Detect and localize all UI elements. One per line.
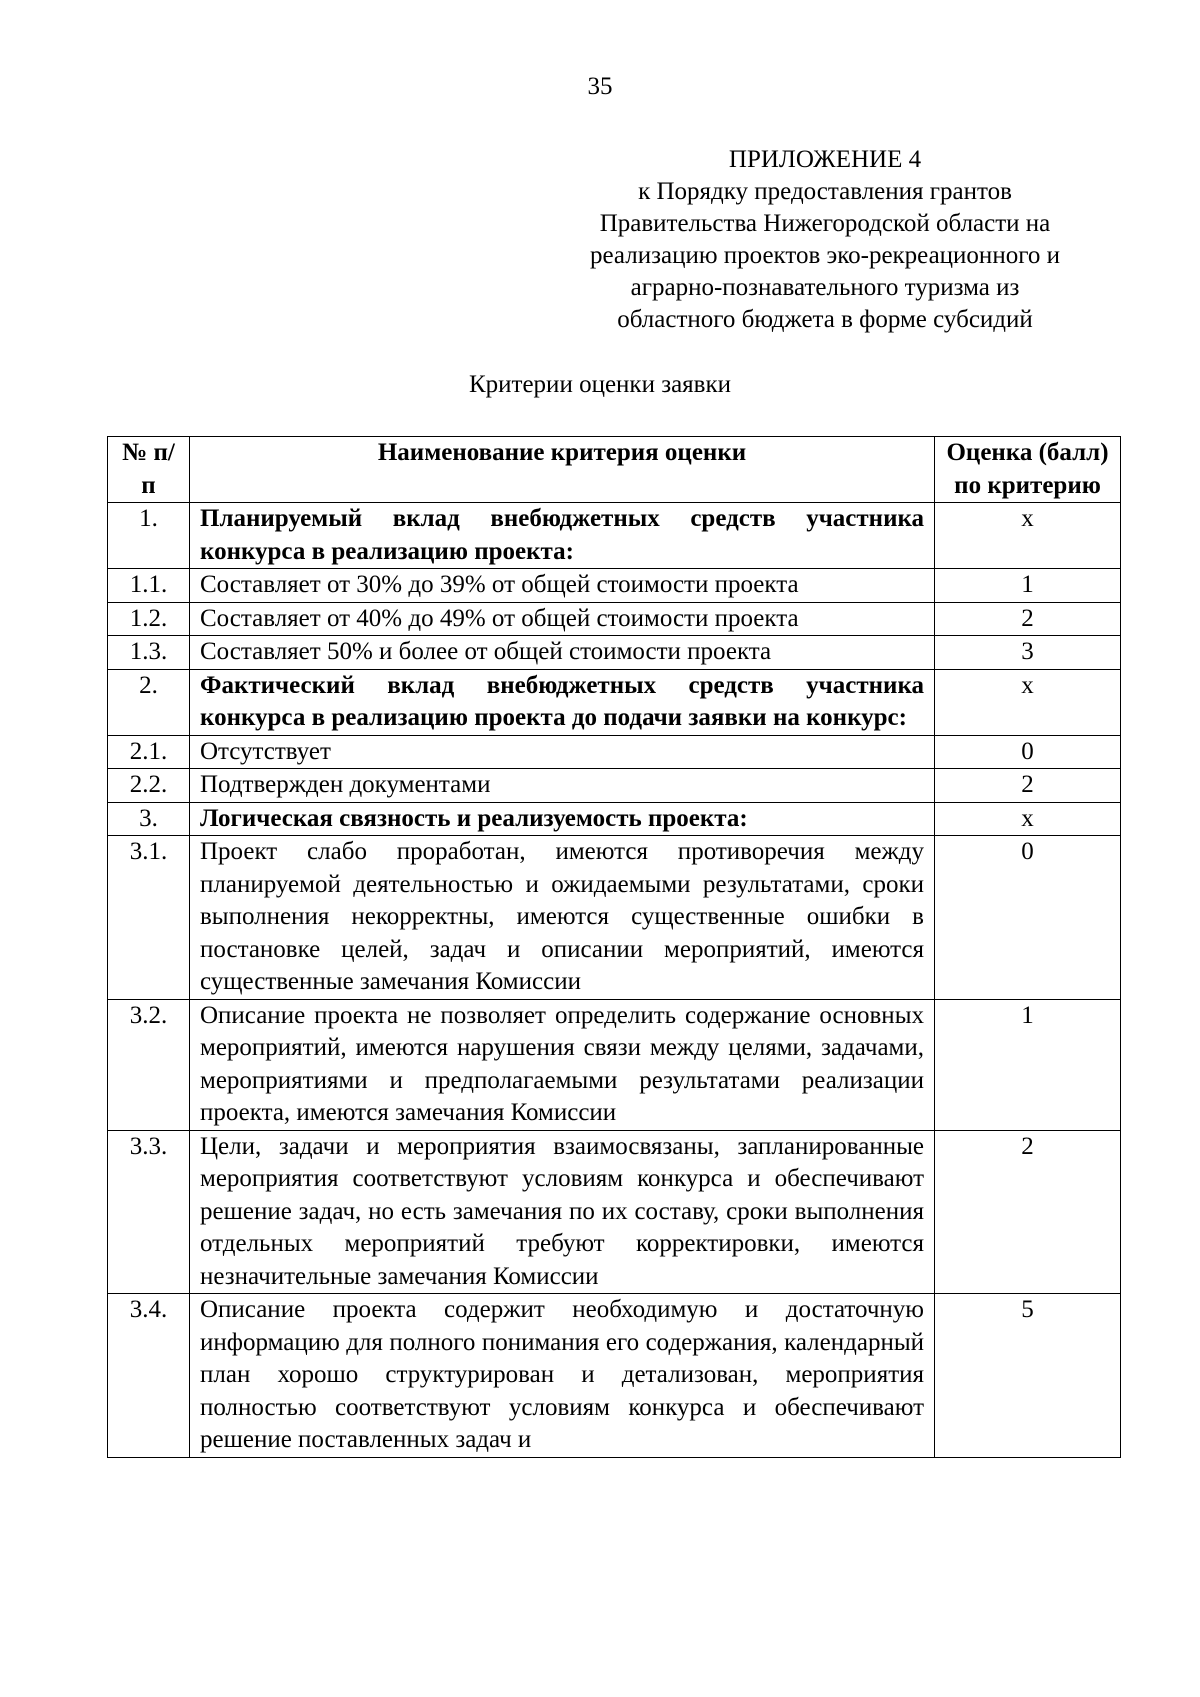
criterion-score: х (935, 503, 1121, 569)
criterion-group-name: Логическая связность и реализуемость проекта: (190, 802, 935, 836)
table-row (108, 999, 1121, 1130)
criterion-score: 0 (935, 735, 1121, 769)
criterion-name: Составляет от 30% до 39% от общей стоимости проекта (190, 569, 935, 603)
table-row (108, 669, 1121, 735)
table-body (108, 503, 1121, 1458)
row-number: 3. (108, 802, 190, 836)
row-number: 3.3. (108, 1130, 190, 1294)
criterion-score: х (935, 669, 1121, 735)
criterion-name: Подтвержден документами (190, 769, 935, 803)
criterion-name: Описание проекта не позволяет определить содержание основных мероприятий, имеются нарушения связи между целями, задачами, мероприятиями и предполагаемыми результатами реализации проекта, имеются замечания Комиссии (190, 999, 935, 1130)
criterion-group-name: Фактический вклад внебюджетных средств участника конкурса в реализацию проекта до подачи заявки на конкурс: (190, 669, 935, 735)
table-row (108, 802, 1121, 836)
row-number: 1. (108, 503, 190, 569)
row-number: 1.1. (108, 569, 190, 603)
criterion-name: Цели, задачи и мероприятия взаимосвязаны, запланированные мероприятия соответствуют условиям конкурса и обеспечивают решение задач, но есть замечания по их составу, сроки выполнения отдельных мероприятий требуют корректировки, имеются незначительные замечания Комиссии (190, 1130, 935, 1294)
table-row (108, 735, 1121, 769)
criterion-score: 1 (935, 999, 1121, 1130)
table-row (108, 1130, 1121, 1294)
header-criterion-name: Наименование критерия оценки (190, 437, 935, 503)
criterion-score: 2 (935, 602, 1121, 636)
table-row (108, 1294, 1121, 1458)
appendix-line: Правительства Нижегородской области на (599, 210, 1051, 237)
appendix-line: реализацию проектов эко-рекреационного и (590, 242, 1060, 269)
appendix-line: аграрно-познавательного туризма из (630, 274, 1020, 301)
criterion-name: Отсутствует (190, 735, 935, 769)
row-number: 3.1. (108, 836, 190, 1000)
criterion-score: 2 (935, 1130, 1121, 1294)
table-header-row (108, 437, 1121, 503)
header-number: № п/п (108, 437, 190, 503)
row-number: 3.4. (108, 1294, 190, 1458)
criterion-score: 0 (935, 836, 1121, 1000)
criteria-table (107, 436, 1121, 1458)
criterion-score: 3 (935, 636, 1121, 670)
criterion-group-name: Планируемый вклад внебюджетных средств участника конкурса в реализацию проекта: (190, 503, 935, 569)
criterion-name: Составляет 50% и более от общей стоимости проекта (190, 636, 935, 670)
table-row (108, 636, 1121, 670)
row-number: 2. (108, 669, 190, 735)
row-number: 1.2. (108, 602, 190, 636)
criterion-name: Составляет от 40% до 49% от общей стоимости проекта (190, 602, 935, 636)
criterion-name: Описание проекта содержит необходимую и достаточную информацию для полного понимания его содержания, календарный план хорошо структурирован и детализован, мероприятия полностью соответствуют условиям конкурса и обеспечивают решение поставленных задач и (190, 1294, 935, 1458)
row-number: 2.2. (108, 769, 190, 803)
row-number: 1.3. (108, 636, 190, 670)
document-title: Критерии оценки заявки (468, 371, 731, 398)
criterion-name: Проект слабо проработан, имеются противоречия между планируемой деятельностью и ожидаемыми результатами, сроки выполнения некорректны, имеются существенные ошибки в постановке целей, задач и описании мероприятий, имеются существенные замечания Комиссии (190, 836, 935, 1000)
appendix-title: ПРИЛОЖЕНИЕ 4 (728, 146, 922, 173)
row-number: 3.2. (108, 999, 190, 1130)
criterion-score: 2 (935, 769, 1121, 803)
table-row (108, 836, 1121, 1000)
table-row (108, 769, 1121, 803)
row-number: 2.1. (108, 735, 190, 769)
criterion-score: х (935, 802, 1121, 836)
header-score: Оценка (балл) по критерию (935, 437, 1121, 503)
criterion-score: 5 (935, 1294, 1121, 1458)
table-row (108, 569, 1121, 603)
appendix-header (545, 144, 1105, 336)
table-row (108, 602, 1121, 636)
page-number: 35 (587, 73, 613, 100)
criterion-score: 1 (935, 569, 1121, 603)
table-row (108, 503, 1121, 569)
appendix-line: к Порядку предоставления грантов (638, 178, 1012, 205)
appendix-line: областного бюджета в форме субсидий (617, 306, 1033, 333)
